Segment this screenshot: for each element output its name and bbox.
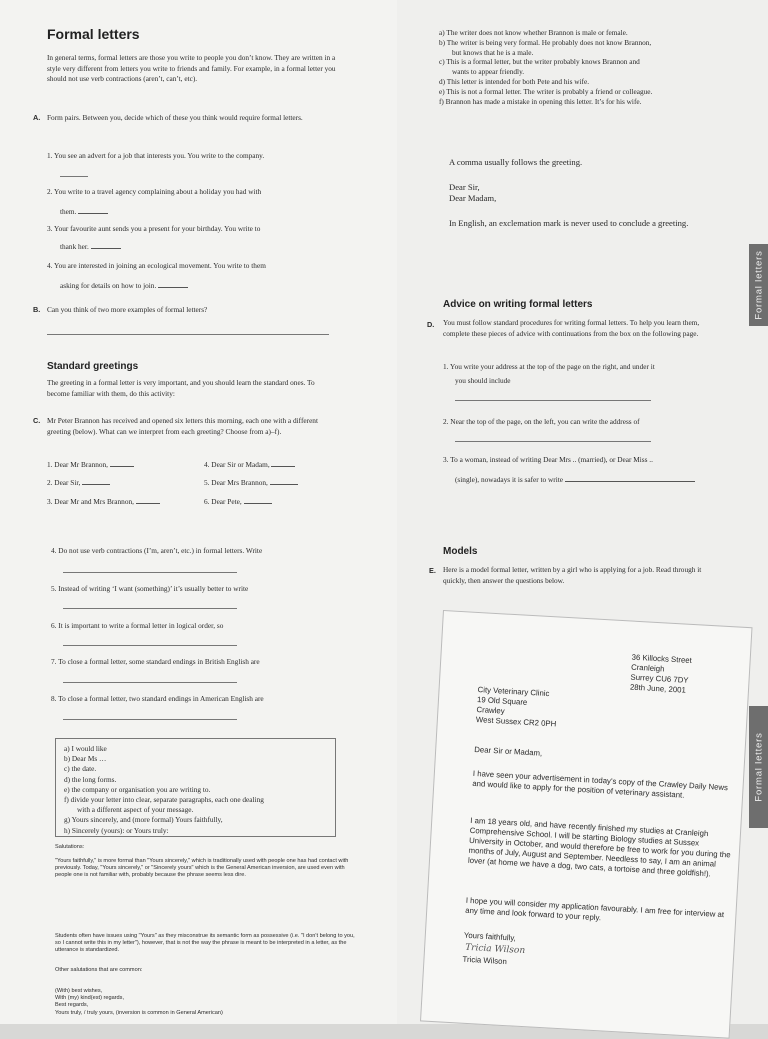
advice-item-8: 8. To close a formal letter, two standard endings in American English are xyxy=(51,694,264,703)
greetings-intro: The greeting in a formal letter is very important, and you should learn the standard ones. To become familiar with them, do this activity: xyxy=(47,378,315,398)
sender-address: 36 Killocks Street Cranleigh Surrey CU6 7DY 28th June, 2001 xyxy=(630,653,742,699)
box-item: b) Dear Ms … xyxy=(64,754,107,764)
salutation-item: (With) best wishes, xyxy=(55,988,103,994)
answer-blank[interactable] xyxy=(136,496,160,504)
answer-blank[interactable] xyxy=(158,280,188,288)
exclamation-note: In English, an exclemation mark is never used to conclude a greeting. xyxy=(449,218,689,228)
option-item: c) This is a formal letter, but the writer probably knows Brannon and xyxy=(439,57,640,67)
answer-line[interactable] xyxy=(63,572,237,573)
advice-item-6: 6. It is important to write a formal letter in logical order, so xyxy=(51,621,224,630)
box-item: h) Sincerely (yours): or Yours truly: xyxy=(64,825,169,835)
advice-item-5: 5. Instead of writing ‘I want (something)’ it’s usually better to write xyxy=(51,584,249,593)
exercise-a-label: A. xyxy=(33,113,41,122)
salutation-item: With (my) kind(est) regards, xyxy=(55,995,125,1002)
answer-blank[interactable] xyxy=(244,496,272,504)
salutations-paragraph-2: Students often have issues using "Yours" as they misconstrue its semantic form as possessive (i.e. "I don't belong to you, so I cannot write this in my letter"), however, that is not the way the phrase is meant to be interpreted in a letter, as the utterance is standardized. xyxy=(55,933,355,954)
exercise-b-text: Can you think of two more examples of formal letters? xyxy=(47,305,208,314)
box-item: with a different aspect of your message. xyxy=(77,805,194,815)
salutation-item: Best regards, xyxy=(55,1002,89,1009)
models-heading: Models xyxy=(443,546,478,557)
c-item-1: 1. Dear Mr Brannon, xyxy=(47,459,134,471)
box-item: a) I would like xyxy=(64,744,107,753)
d-item-3: 3. To a woman, instead of writing Dear Mrs .. (married), or Dear Miss .. xyxy=(443,455,653,464)
d-item-1: 1. You write your address at the top of the page on the right, and under it xyxy=(443,362,655,371)
a-item-3: 3. Your favourite aunt sends you a present for your birthday. You write to xyxy=(47,224,261,233)
a-item-3-cont: thank her. xyxy=(60,241,121,253)
exercise-e-label: E. xyxy=(429,566,436,575)
box-item: e) the company or organisation you are writing to. xyxy=(64,784,211,794)
letter-sender-name: Tricia Wilson xyxy=(462,954,508,967)
c-item-4: 4. Dear Sir or Madam, xyxy=(204,459,295,471)
option-item: e) This is not a formal letter. The writer is probably a friend or colleague. xyxy=(439,86,653,96)
c-item-6: 6. Dear Pete, xyxy=(204,496,272,508)
salutation-item: Yours truly, / truly yours, (inversion is common in General American) xyxy=(55,1009,223,1016)
answer-blank[interactable] xyxy=(271,459,295,467)
option-item: f) Brannon has made a mistake in opening this letter. It’s for his wife. xyxy=(439,96,642,106)
answer-line[interactable] xyxy=(455,441,651,442)
option-item: b) The writer is being very formal. He probably does not know Brannon, xyxy=(439,37,652,47)
c-item-3: 3. Dear Mr and Mrs Brannon, xyxy=(47,496,160,508)
answer-line[interactable] xyxy=(63,608,237,609)
answer-line[interactable] xyxy=(455,400,651,401)
section-tab-top: Formal letters xyxy=(749,244,768,326)
letter-greeting: Dear Sir or Madam, xyxy=(474,744,543,758)
answer-line[interactable] xyxy=(63,645,237,646)
answer-line[interactable] xyxy=(63,719,237,720)
a-item-2-cont: them. xyxy=(60,206,108,218)
salutations-heading: Salutations: xyxy=(55,844,85,850)
answer-line[interactable] xyxy=(63,682,237,683)
a-item-4-cont: asking for details on how to join. xyxy=(60,280,188,292)
option-item: wants to appear friendly. xyxy=(452,67,525,77)
option-item: but knows that he is a male. xyxy=(452,47,534,57)
salutations-paragraph-1: "Yours faithfully," is more formal than "Yours sincerely," which is traditionally used with people one has had contact with previously. Today, "Yours sincerely," or "Sincerely yours" which is the General American inversion, are used even with people one is not familiar with, probably because the phrase seems less dire. xyxy=(55,858,349,879)
box-item: g) Yours sincerely, and (more formal) Yours faithfully, xyxy=(64,815,223,825)
exercise-d-text: You must follow standard procedures for writing formal letters. To help you learn them, complete these pieces of advice with continuations from the box on the following page. xyxy=(443,318,700,338)
answer-blank[interactable] xyxy=(82,477,110,485)
example-dear-madam: Dear Madam, xyxy=(449,193,497,203)
a-item-4: 4. You are interested in joining an ecological movement. You write to them xyxy=(47,261,266,270)
letter-paragraph-2: I am 18 years old, and have recently finished my studies at Cranleigh Comprehensive School. I will be starting Biology studies at Sussex University in October, and would therefore be free to work for you during the months of July, August and September. Needless to say, I am an animal lover (at home we have a dog, two cats, a tortoise and three goldfish!). xyxy=(467,815,731,879)
exercise-c-label: C. xyxy=(33,416,41,425)
letter-closing: Yours faithfully, xyxy=(463,930,517,943)
exercise-e-text: Here is a model formal letter, written by a girl who is applying for a job. Read through it quickly, then answer the questions below. xyxy=(443,565,702,585)
greeting-options xyxy=(439,28,652,106)
c-item-5: 5. Dear Mrs Brannon, xyxy=(204,477,298,489)
letter-paragraph-3: I hope you will consider my application favourably. I am free for interview at any time and look forward to your reply. xyxy=(465,895,725,923)
comma-note: A comma usually follows the greeting. xyxy=(449,157,583,167)
answer-blank[interactable] xyxy=(270,477,298,485)
example-dear-sir: Dear Sir, xyxy=(449,182,480,192)
continuations-list xyxy=(64,744,264,836)
letter-paragraph-1: I have seen your advertisement in today's copy of the Crawley Daily News and would like to apply for the position of veterinary assistant. xyxy=(472,768,729,800)
answer-blank[interactable] xyxy=(565,474,695,482)
greetings-heading: Standard greetings xyxy=(47,361,139,372)
answer-blank[interactable] xyxy=(60,176,88,177)
option-item: a) The writer does not know whether Brannon is male or female. xyxy=(439,28,628,37)
recipient-address: City Veterinary Clinic 19 Old Square Crawley West Sussex CR2 0PH xyxy=(475,685,557,729)
advice-item-7: 7. To close a formal letter, some standard endings in British English are xyxy=(51,657,260,666)
option-item: d) This letter is intended for both Pete and his wife. xyxy=(439,76,590,86)
page-title: Formal letters xyxy=(47,26,140,42)
d-item-1-cont: you should include xyxy=(455,376,511,385)
example-greetings xyxy=(449,182,496,204)
letter-date: 28th June, 2001 xyxy=(629,682,687,695)
a-item-1: 1. You see an advert for a job that interests you. You write to the company. xyxy=(47,151,265,160)
c-item-2: 2. Dear Sir, xyxy=(47,477,110,489)
exercise-b-label: B. xyxy=(33,305,41,314)
exercise-a-text: Form pairs. Between you, decide which of these you think would require formal letters. xyxy=(47,113,303,122)
answer-blank[interactable] xyxy=(91,241,121,249)
advice-heading: Advice on writing formal letters xyxy=(443,299,593,310)
exercise-d-label: D. xyxy=(427,320,435,329)
box-item: c) the date. xyxy=(64,764,97,774)
box-item: d) the long forms. xyxy=(64,774,117,784)
salutations-list xyxy=(55,988,223,1017)
d-item-3-cont: (single), nowadays it is safer to write xyxy=(455,474,695,486)
d-item-2: 2. Near the top of the page, on the left, you can write the address of xyxy=(443,417,640,426)
letter-signature: Tricia Wilson xyxy=(464,942,526,957)
section-tab-bottom: Formal letters xyxy=(749,706,768,828)
advice-item-4: 4. Do not use verb contractions (I’m, aren’t, etc.) in formal letters. Write xyxy=(51,546,263,555)
answer-line[interactable] xyxy=(47,334,329,335)
box-item: f) divide your letter into clear, separate paragraphs, each one dealing xyxy=(64,795,264,805)
salutations-paragraph-3: Other salutations that are common: xyxy=(55,967,143,973)
model-letter xyxy=(420,610,753,1039)
a-item-2: 2. You write to a travel agency complaining about a holiday you had with xyxy=(47,187,262,196)
answer-blank[interactable] xyxy=(110,459,134,467)
exercise-c-text: Mr Peter Brannon has received and opened six letters this morning, each one with a different greeting (below). What can we interpret from each greeting? Choose from a)–f). xyxy=(47,416,318,436)
intro-paragraph: In general terms, formal letters are those you write to people you don’t know. They are written in a style very different from letters you write to friends and family. For example, in a formal letter you should not use verb contractions (aren’t, can’t, etc). xyxy=(47,53,336,83)
answer-blank[interactable] xyxy=(78,206,108,214)
